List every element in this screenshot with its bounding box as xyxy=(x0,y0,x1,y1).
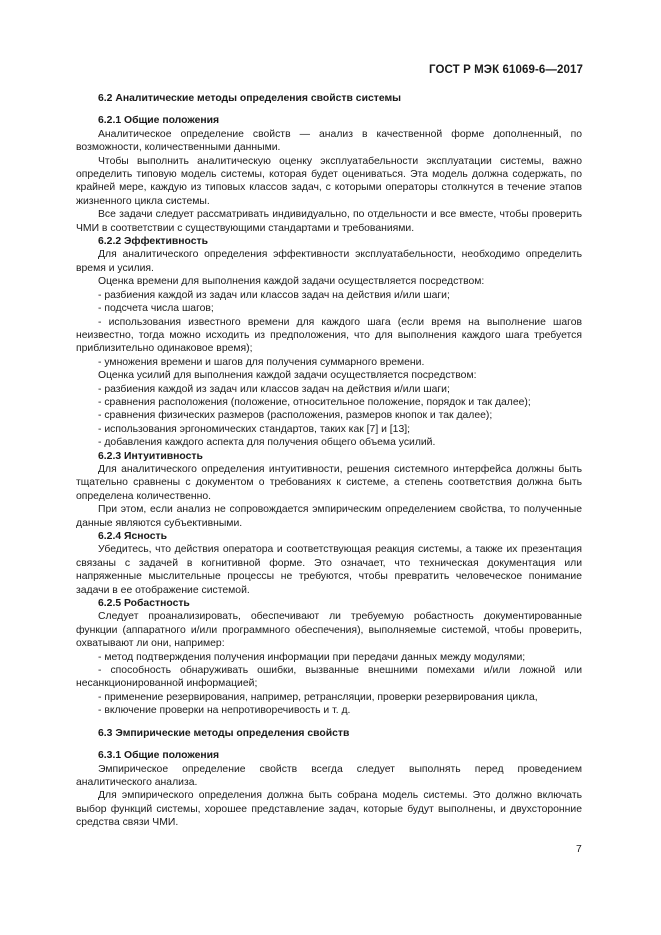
list-item: - сравнения физических размеров (расположения, размеров кнопок и так далее); xyxy=(98,410,493,422)
section-6-2-3-heading: 6.2.3 Интуитивность xyxy=(98,450,203,462)
section-6-2-2-heading: 6.2.2 Эффективность xyxy=(98,236,209,248)
paragraph: При этом, если анализ не сопровождается эмпирическим определением свойства, то полученные данные являются субъективными. xyxy=(76,504,582,529)
section-6-2-1-heading: 6.2.1 Общие положения xyxy=(98,115,220,127)
list-item: - добавления каждого аспекта для получения общего объема усилий. xyxy=(98,437,436,449)
list-item: - способность обнаруживать ошибки, вызванные внешними помехами и/или ложной или несанкционированной информацией; xyxy=(76,665,582,690)
paragraph: Оценка времени для выполнения каждой задачи осуществляется посредством: xyxy=(98,276,485,288)
paragraph: Все задачи следует рассматривать индивидуально, по отдельности и все вместе, чтобы проверить ЧМИ в соответствии с существующими стандартами и требованиями. xyxy=(76,209,582,234)
paragraph: Аналитическое определение свойств — анализ в качественной форме дополненный, по возможности, количественными данными. xyxy=(76,128,582,154)
paragraph: Для аналитического определения интуитивности, решения системного интерфейса должны быть тщательно сравнены с документом о требованиях к системе, а степень соответствия должна быть определена количественно. xyxy=(76,463,582,502)
paragraph: Следует проанализировать, обеспечивают ли требуемую робастность документированные функции (аппаратного и/или программного обеспечения), выполняемые системой, чтобы проверить, охватывают ли они, например: xyxy=(76,611,582,650)
list-item: - применение резервирования, например, ретрансляции, проверки резервирования цикла, xyxy=(98,691,538,703)
paragraph: Для эмпирического определения должна быть собрана модель системы. Это должно включать выбор функций системы, хорошее представление задач, которые будут выполнены, и двухсторонние средства связи ЧМИ. xyxy=(76,790,582,829)
list-item: - разбиения каждой из задач или классов задач на действия и/или шаги; xyxy=(98,289,450,301)
list-item: - метод подтверждения получения информации при передачи данных между модулями; xyxy=(98,651,526,663)
paragraph: Для аналитического определения эффективности эксплуатабельности, необходимо определить время и усилия. xyxy=(76,249,582,274)
paragraph: Чтобы выполнить аналитическую оценку эксплуатабельности эксплуатации системы, важно определить типовую модель системы, которая будет оцениваться. Эта модель должна содержать, по крайней мере, каждую из типовых классов задач, с которыми операторы столкнутся в течение этапов жизненного цикла системы. xyxy=(76,155,582,207)
paragraph: Оценка усилий для выполнения каждой задачи осуществляется посредством: xyxy=(98,370,477,382)
list-item: - использования эргономических стандартов, таких как [7] и [13]; xyxy=(98,423,411,435)
page-content xyxy=(76,92,582,830)
section-6-3-1-heading: 6.3.1 Общие положения xyxy=(98,750,220,762)
page-number: 7 xyxy=(576,844,582,855)
list-item: - разбиения каждой из задач или классов задач на действия и/или шаги; xyxy=(98,383,450,395)
list-item: - включение проверки на непротиворечивость и т. д. xyxy=(98,705,351,717)
section-6-2-5-heading: 6.2.5 Робастность xyxy=(98,598,190,610)
paragraph: Убедитесь, что действия оператора и соответствующая реакция системы, а также их презентация связаны с задачей в когнитивной форме. Это означает, что техническая документация или напряженные мыслительные процессы не требуются, чтобы превратить человеческое понимание задачи в ее отображение системой. xyxy=(76,544,582,596)
section-6-2-4-heading: 6.2.4 Ясность xyxy=(98,531,167,542)
list-item: - умножения времени и шагов для получения суммарного времени. xyxy=(98,356,425,368)
list-item: - сравнения расположения (положение, относительное положение, порядок и так далее); xyxy=(98,396,531,408)
section-6-3-heading: 6.3 Эмпирические методы определения свойств xyxy=(98,727,350,739)
list-item: - подсчета числа шагов; xyxy=(98,303,214,315)
document-id: ГОСТ Р МЭК 61069-6—2017 xyxy=(429,64,583,76)
section-6-2-heading: 6.2 Аналитические методы определения свойств системы xyxy=(98,93,402,104)
paragraph: Эмпирическое определение свойств всегда следует выполнять перед проведением аналитического анализа. xyxy=(76,763,582,788)
list-item: - использования известного времени для каждого шага (если время на выполнение шагов неизвестно, тогда можно исходить из предположения, что для выполнения каждого шага требуется приблизительно одинаковое время); xyxy=(76,316,582,355)
